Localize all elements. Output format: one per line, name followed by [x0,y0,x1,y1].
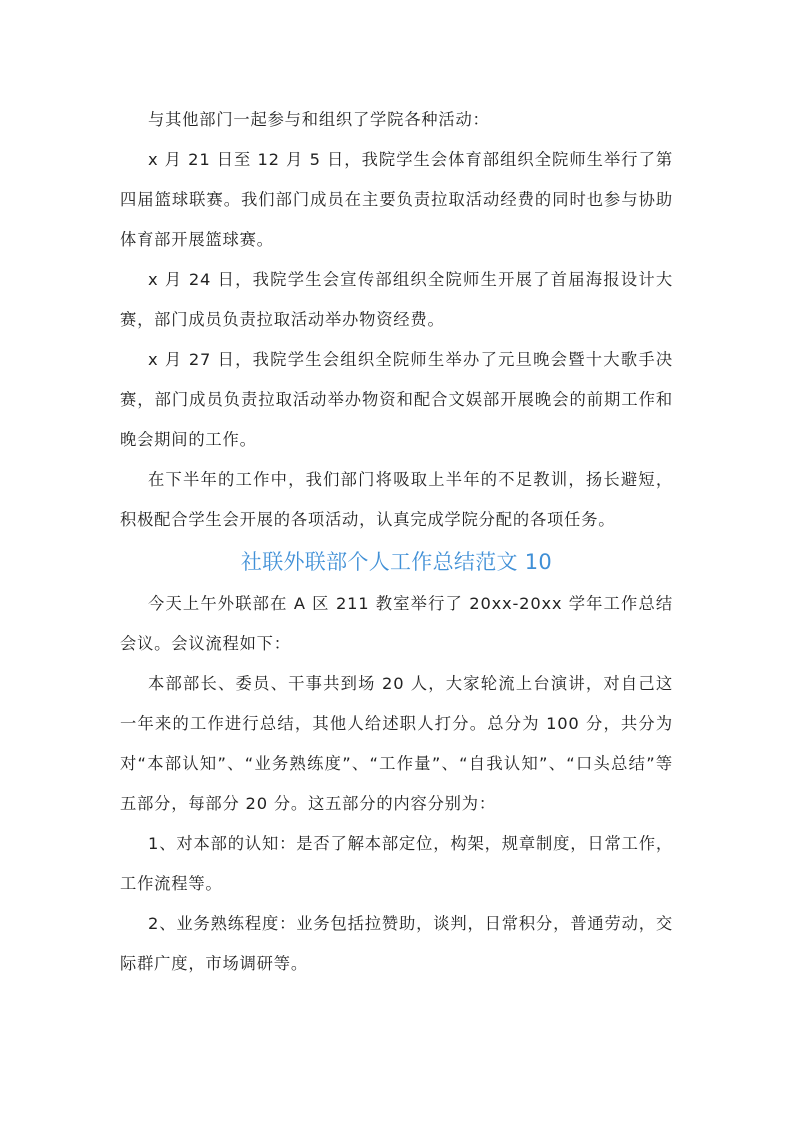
paragraph-new-year-gala: x 月 27 日，我院学生会组织全院师生举办了元旦晚会暨十大歌手决赛，部门成员负责拉取活动举办物资和配合文娱部开展晚会的前期工作和晚会期间的工作。 [120,350,673,449]
paragraph-meeting: 今天上午外联部在 A 区 211 教室举行了 20xx-20xx 学年工作总结会议。会议流程如下： [120,594,673,653]
document-page [120,100,673,984]
section-title: 社联外联部个人工作总结范文 10 [240,550,553,574]
paragraph-second-half-plan: 在下半年的工作中，我们部门将吸取上半年的不足教训，扬长避短，积极配合学生会开展的各项活动，认真完成学院分配的各项任务。 [120,470,673,529]
paragraph-basketball: x 月 21 日至 12 月 5 日，我院学生会体育部组织全院师生举行了第四届篮球联赛。我们部门成员在主要负责拉取活动经费的同时也参与协助体育部开展篮球赛。 [120,150,673,249]
paragraph-intro: 与其他部门一起参与和组织了学院各种活动： [148,110,490,129]
paragraph-item-1: 1、对本部的认知：是否了解本部定位，构架，规章制度，日常工作，工作流程等。 [120,834,673,893]
paragraph-scoring: 本部部长、委员、干事共到场 20 人，大家轮流上台演讲，对自己这一年来的工作进行总结，其他人给述职人打分。总分为 100 分，共分为对“本部认知”、“业务熟练度”、“工作量”、“自我认知”、“口头总结”等五部分，每部分 20 分。这五部分的内容分别为： [120,674,673,813]
paragraph-poster-contest: x 月 24 日，我院学生会宣传部组织全院师生开展了首届海报设计大赛，部门成员负责拉取活动举办物资经费。 [120,270,673,329]
paragraph-item-2: 2、业务熟练程度：业务包括拉赞助，谈判，日常积分，普通劳动，交际群广度，市场调研等。 [120,914,673,973]
